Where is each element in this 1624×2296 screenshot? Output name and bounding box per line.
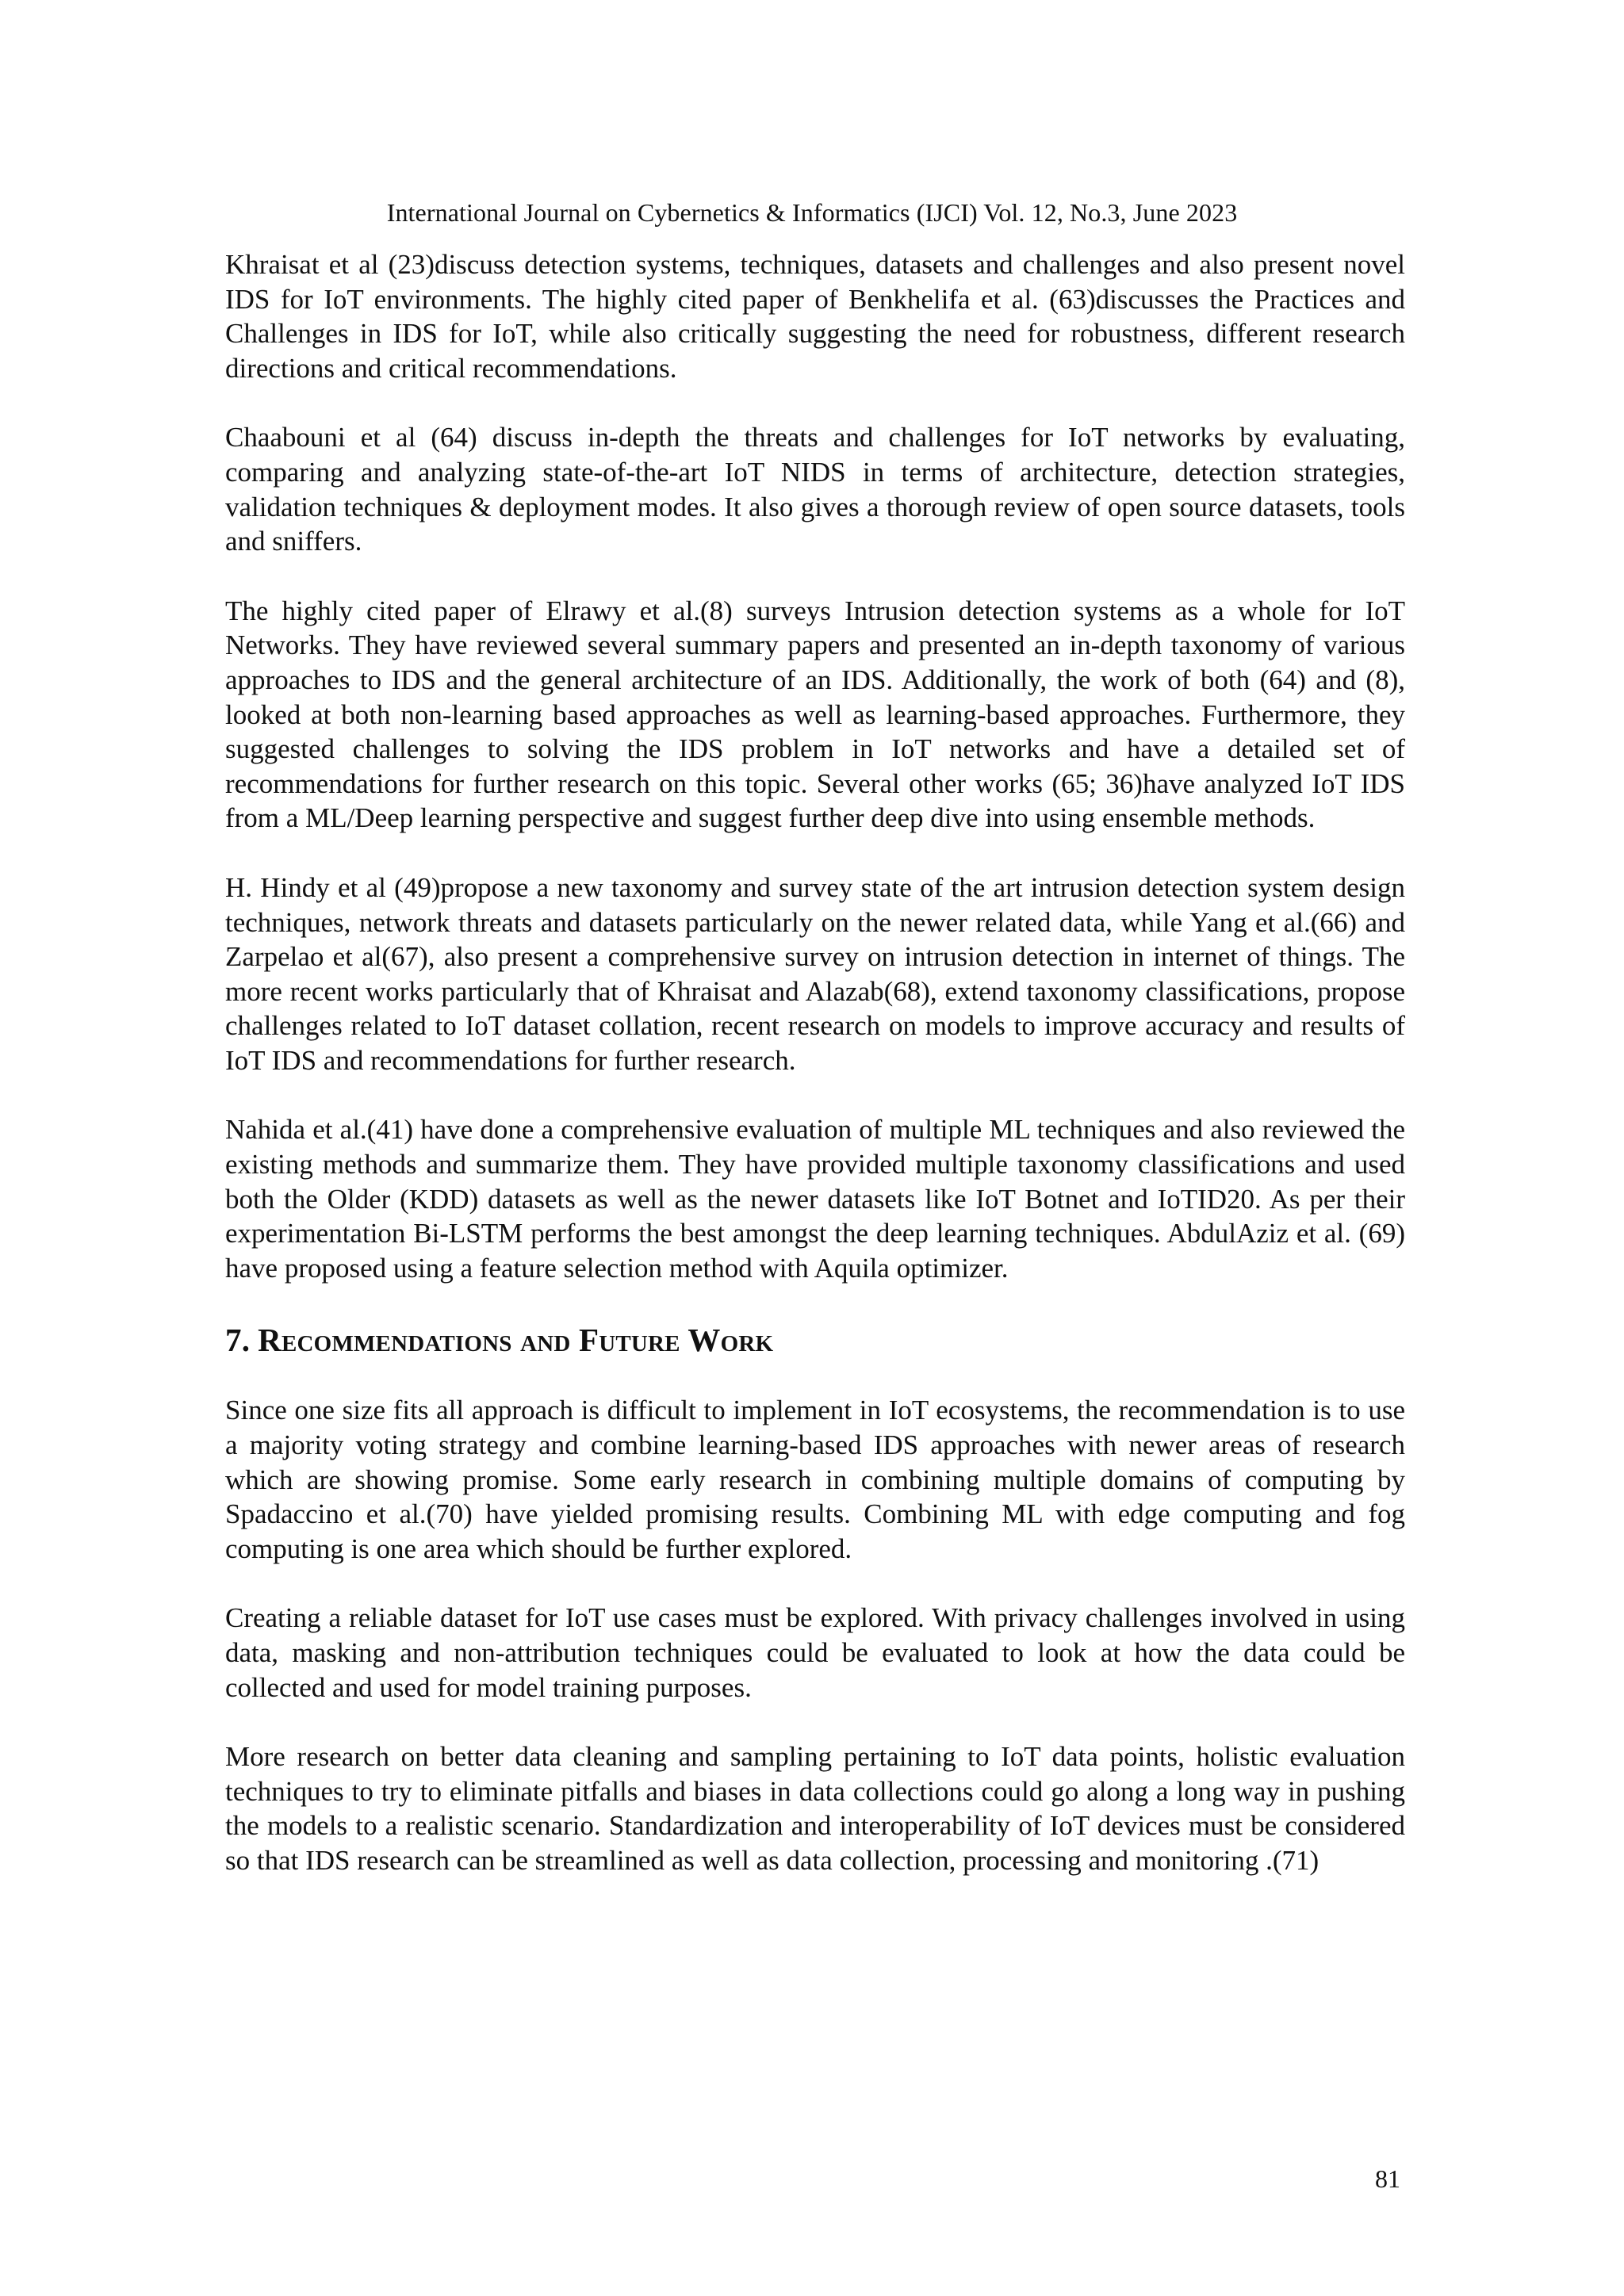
page-number: 81 [1375, 2164, 1400, 2193]
paragraph-nahida: Nahida et al.(41) have done a comprehensive evaluation of multiple ML techniques and also reviewed the existing methods and summarize them. They have provided multiple taxonomy classifications and used both the Older (KDD) datasets as well as the newer datasets like IoT Botnet and IoTID20. As per their experimentation Bi-LSTM performs the best amongst the deep learning techniques. AbdulAziz et al. (69) have proposed using a feature selection method with Aquila optimizer. [225, 1114, 1405, 1284]
page-body [225, 247, 1405, 1913]
paragraph-hindy: H. Hindy et al (49)propose a new taxonomy and survey state of the art intrusion detection system design techniques, network threats and datasets particularly on the newer related data, while Yang et al.(66) and Zarpelao et al(67), also present a comprehensive survey on intrusion detection in internet of things. The more recent works particularly that of Khraisat and Alazab(68), extend taxonomy classifications, propose challenges related to IoT dataset collation, recent research on models to improve accuracy and results of IoT IDS and recommendations for further research. [225, 871, 1405, 1076]
section-heading [225, 1320, 1405, 1360]
paragraph-majority-voting: Since one size fits all approach is difficult to implement in IoT ecosystems, the recommendation is to use a majority voting strategy and combine learning-based IDS approaches with newer areas of research which are showing promise. Some early research in combining multiple domains of computing by Spadaccino et al.(70) have yielded promising results. Combining ML with edge computing and fog computing is one area which should be further explored. [225, 1395, 1405, 1564]
running-header: International Journal on Cybernetics & Informatics (IJCI) Vol. 12, No.3, June 2023 [386, 198, 1238, 227]
paragraph-chaabouni: Chaabouni et al (64) discuss in-depth the threats and challenges for IoT networks by evaluating, comparing and analyzing state-of-the-art IoT NIDS in terms of architecture, detection strategies, validation techniques & deployment modes. It also gives a thorough review of open source datasets, tools and sniffers. [225, 422, 1405, 557]
section-title: Recommendations and Future Work [258, 1322, 774, 1359]
section-number: 7. [225, 1322, 251, 1359]
paragraph-reliable-dataset: Creating a reliable dataset for IoT use cases must be explored. With privacy challenges involved in using data, masking and non-attribution techniques could be evaluated to look at how the data could be collected and used for model training purposes. [225, 1602, 1405, 1703]
paragraph-elrawy: The highly cited paper of Elrawy et al.(8) surveys Intrusion detection systems as a whole for IoT Networks. They have reviewed several summary papers and presented an in-depth taxonomy of various approaches to IDS and the general architecture of an IDS. Additionally, the work of both (64) and (8), looked at both non-learning based approaches as well as learning-based approaches. Furthermore, they suggested challenges to solving the IDS problem in IoT networks and have a detailed set of recommendations for further research on this topic. Several other works (65; 36)have analyzed IoT IDS from a ML/Deep learning perspective and suggest further deep dive into using ensemble methods. [225, 595, 1405, 834]
paragraph-data-cleaning: More research on better data cleaning and sampling pertaining to IoT data points, holistic evaluation techniques to try to eliminate pitfalls and biases in data collections could go along a long way in pushing the models to a realistic scenario. Standardization and interoperability of IoT devices must be considered so that IDS research can be streamlined as well as data collection, processing and monitoring .(71) [225, 1741, 1405, 1876]
paragraph-khraisat: Khraisat et al (23)discuss detection systems, techniques, datasets and challenges and also present novel IDS for IoT environments. The highly cited paper of Benkhelifa et al. (63)discusses the Practices and Challenges in IDS for IoT, while also critically suggesting the need for robustness, different research directions and critical recommendations. [225, 249, 1405, 384]
